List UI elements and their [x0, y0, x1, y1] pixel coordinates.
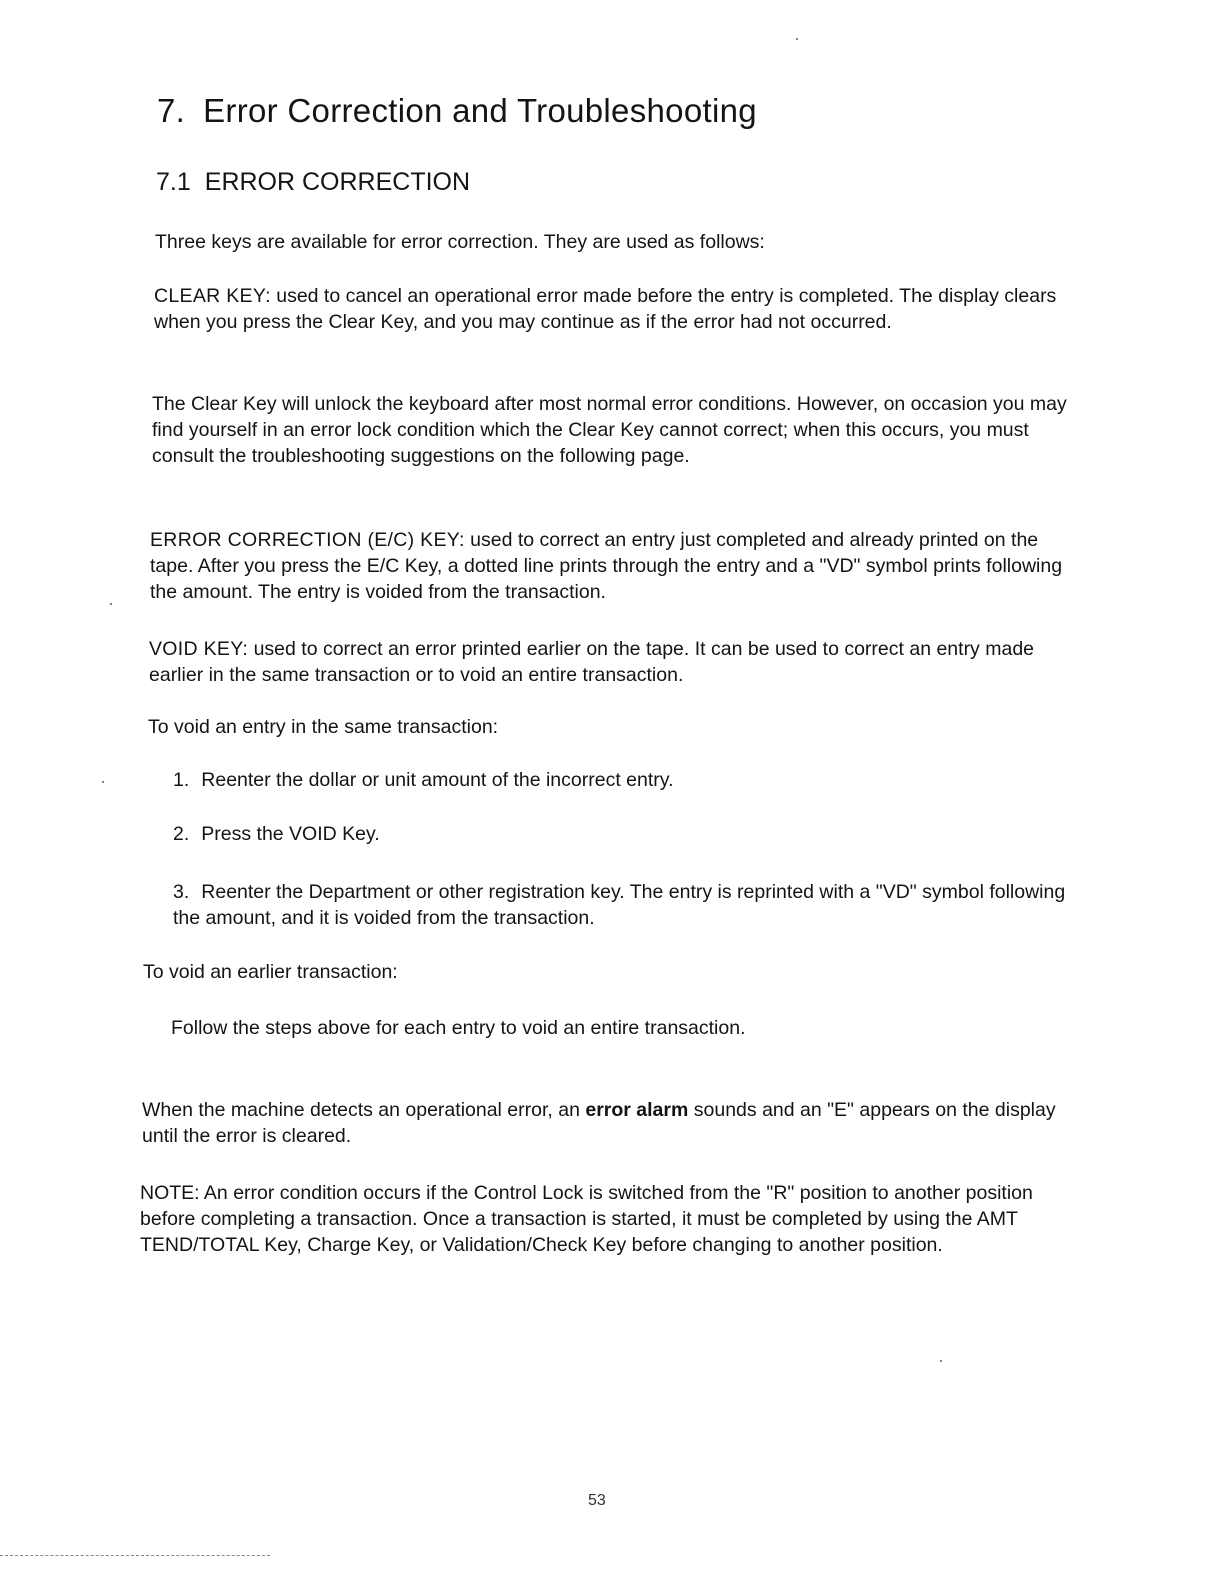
- section-title: [156, 168, 470, 197]
- clear-key-label: CLEAR KEY:: [154, 285, 271, 307]
- chapter-title-text: Error Correction and Troubleshooting: [203, 92, 757, 129]
- ec-key-paragraph: [150, 527, 1080, 605]
- section-number: 7.1: [156, 168, 191, 196]
- scan-speck: [940, 1360, 942, 1362]
- section-title-text: ERROR CORRECTION: [204, 168, 471, 196]
- void-same-heading: To void an entry in the same transaction:: [148, 716, 499, 738]
- step-item: [173, 879, 1073, 931]
- chapter-title: [157, 92, 757, 130]
- void-key-paragraph: [149, 636, 1079, 688]
- step-text: Reenter the Department or other registration key. The entry is reprinted with a "VD" symbol following the amount, and it is voided from the transaction.: [173, 881, 1066, 929]
- scan-speck: [110, 603, 112, 605]
- page-number: 53: [588, 1492, 606, 1509]
- clear-key-note-paragraph: The Clear Key will unlock the keyboard after most normal error conditions. However, on occasion you may find yourself in an error lock condition which the Clear Key cannot correct; when this occurs, you must consult the troubleshooting suggestions on the following page.: [152, 393, 1067, 467]
- clear-key-text: used to cancel an operational error made before the entry is completed. The display clears when you press the Clear Key, and you may continue as if the error had not occurred.: [154, 285, 1057, 333]
- scan-speck: [102, 781, 104, 783]
- ec-key-label: ERROR CORRECTION (E/C) KEY:: [150, 529, 465, 551]
- void-key-label: VOID KEY:: [149, 638, 249, 660]
- step-number: 2.: [173, 823, 190, 845]
- alarm-text-before: When the machine detects an operational error, an: [142, 1099, 580, 1121]
- alarm-bold-term: error alarm: [585, 1099, 689, 1121]
- ec-key-text: used to correct an entry just completed and already printed on the tape. After you press the E/C Key, a dotted line prints through the entry and a "VD" symbol prints following the amount. The entry is voided from the transaction.: [150, 529, 1063, 603]
- void-key-text: used to correct an error printed earlier on the tape. It can be used to correct an entry made earlier in the same transaction or to void an entire transaction.: [149, 638, 1035, 686]
- void-earlier-heading: To void an earlier transaction:: [143, 961, 398, 983]
- chapter-number: 7.: [157, 92, 186, 129]
- error-alarm-paragraph: [142, 1097, 1072, 1149]
- alarm-text-after: sounds and an "E" appears on the display until the error is cleared.: [142, 1099, 1056, 1147]
- step-text: Reenter the dollar or unit amount of the incorrect entry.: [201, 769, 674, 791]
- step-number: 1.: [173, 769, 190, 791]
- intro-paragraph: Three keys are available for error correction. They are used as follows:: [155, 231, 765, 253]
- note-paragraph: NOTE: An error condition occurs if the Control Lock is switched from the "R" position to another position before completing a transaction. Once a transaction is started, it must be completed by using the AMT TEND/TOTAL Key, Charge Key, or Validation/Check Key before changing to another position.: [140, 1182, 1033, 1256]
- step-item: [173, 821, 1073, 847]
- scan-speck: [796, 38, 798, 40]
- step-item: [173, 767, 1073, 793]
- scan-artifact-line: [0, 1555, 270, 1557]
- step-text: Press the VOID Key.: [201, 823, 380, 845]
- step-number: 3.: [173, 881, 190, 903]
- clear-key-paragraph: [154, 283, 1084, 335]
- void-earlier-text: Follow the steps above for each entry to void an entire transaction.: [171, 1017, 746, 1039]
